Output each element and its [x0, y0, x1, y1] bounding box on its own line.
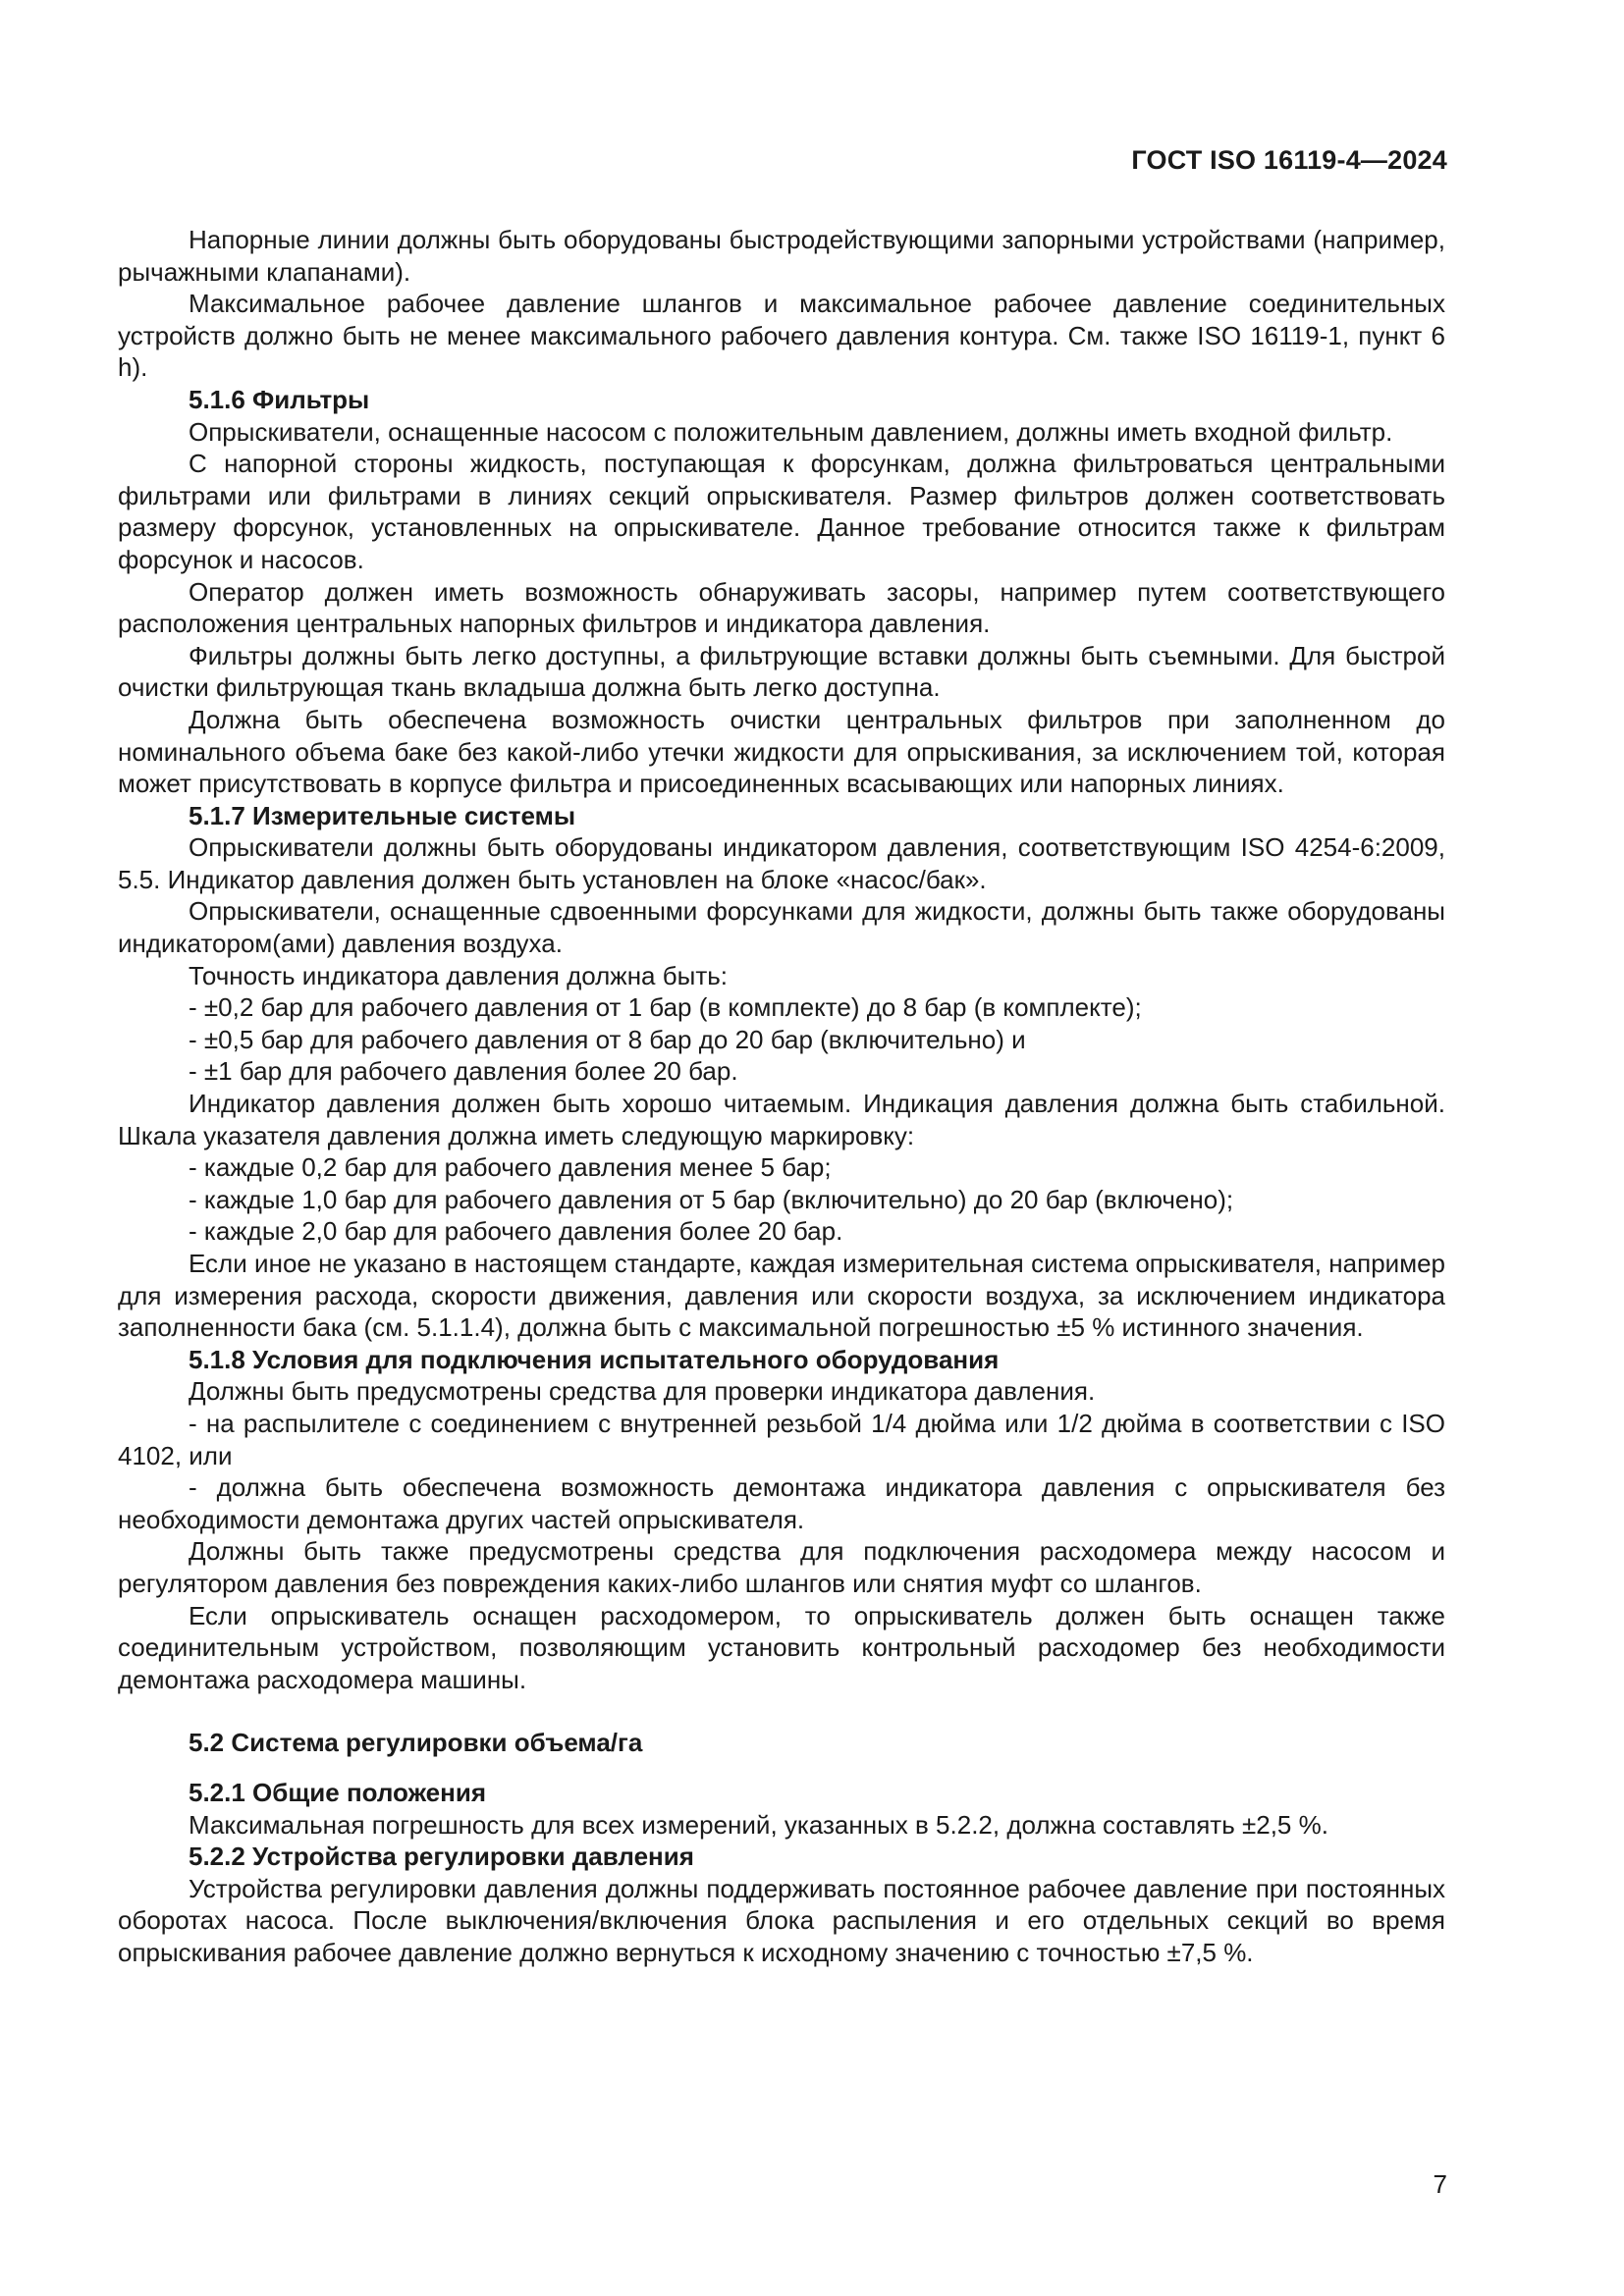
list-item: - каждые 2,0 бар для рабочего давления более 20 бар. [189, 1216, 843, 1247]
list-item: - каждые 0,2 бар для рабочего давления менее 5 бар; [189, 1152, 832, 1183]
paragraph: С напорной стороны жидкость, поступающая к форсункам, должна фильтроваться центральными фильтрами или фильтрами в линиях секций опрыскивателя. Размер фильтров должен соответствовать размеру форсунок, установленных на опрыскивателе. Данное требование относится также к фильтрам форсунок и насосов. [118, 449, 1445, 574]
paragraph: Опрыскиватели, оснащенные сдвоенными форсунками для жидкости, должны быть также оборудованы индикатором(ами) давления воздуха. [118, 896, 1445, 959]
paragraph: Если опрыскиватель оснащен расходомером, то опрыскиватель должен быть оснащен также соединительным устройством, позволяющим установить контрольный расходомер без необходимости демонтажа расходомера машины. [118, 1600, 1445, 1694]
list-item: - ±1 бар для рабочего давления более 20 бар. [189, 1056, 738, 1087]
paragraph: Напорные линии должны быть оборудованы быстродействующими запорными устройствами (например, рычажными клапанами). [118, 225, 1445, 287]
page-number: 7 [1433, 2169, 1447, 2199]
paragraph: Устройства регулировки давления должны поддерживать постоянное рабочее давление при постоянных оборотах насоса. После выключения/включения блока распыления и его отдельных секций во время опрыскивания рабочее давление должно вернуться к исходному значению с точностью ±7,5 %. [118, 1873, 1445, 1967]
paragraph: Фильтры должны быть легко доступны, а фильтрующие вставки должны быть съемными. Для быстрой очистки фильтрующая ткань вкладыша должна быть легко доступна. [118, 640, 1445, 703]
section-heading: 5.2.1 Общие положения [189, 1777, 486, 1807]
section-heading: 5.2.2 Устройства регулировки давления [189, 1842, 694, 1872]
paragraph: Максимальное рабочее давление шлангов и максимальное рабочее давление соединительных устройств должно быть не менее максимального рабочего давления контура. См. также ISO 16119-1, пункт 6 h). [118, 289, 1445, 383]
paragraph: Должны быть также предусмотрены средства для подключения расходомера между насосом и регулятором давления без повреждения каких-либо шлангов или снятия муфт со шлангов. [118, 1536, 1445, 1598]
paragraph: - на распылителе с соединением с внутренней резьбой 1/4 дюйма или 1/2 дюйма в соответствии с ISO 4102, или [118, 1408, 1445, 1470]
section-heading: 5.1.7 Измерительные системы [189, 800, 576, 830]
paragraph: Индикатор давления должен быть хорошо читаемым. Индикация давления должна быть стабильной. Шкала указателя давления должна иметь следующую маркировку: [118, 1089, 1445, 1150]
paragraph: Должны быть предусмотрены средства для проверки индикатора давления. [189, 1376, 1096, 1407]
paragraph: - должна быть обеспечена возможность демонтажа индикатора давления с опрыскивателя без необходимости демонтажа других частей опрыскивателя. [118, 1472, 1445, 1534]
paragraph: Опрыскиватели, оснащенные насосом с положительным давлением, должны иметь входной фильтр. [189, 416, 1393, 447]
paragraph: Оператор должен иметь возможность обнаруживать засоры, например путем соответствующего расположения центральных напорных фильтров и индикатора давления. [118, 576, 1445, 639]
paragraph: Должна быть обеспечена возможность очистки центральных фильтров при заполненном до номинального объема баке без какой-либо утечки жидкости для опрыскивания, за исключением той, которая может присутствовать в корпусе фильтра и присоединенных всасывающих или напорных линиях. [118, 704, 1445, 799]
paragraph: Точность индикатора давления должна быть: [189, 960, 728, 990]
document-body [118, 224, 1445, 1968]
section-heading: 5.2 Система регулировки объема/га [189, 1728, 643, 1758]
list-item: - ±0,2 бар для рабочего давления от 1 бар (в комплекте) до 8 бар (в комплекте); [189, 992, 1142, 1023]
section-heading: 5.1.6 Фильтры [189, 384, 370, 414]
paragraph: Опрыскиватели должны быть оборудованы индикатором давления, соответствующим ISO 4254-6:2009, 5.5. Индикатор давления должен быть установлен на блоке «насос/бак». [118, 832, 1445, 894]
section-heading: 5.1.8 Условия для подключения испытательного оборудования [189, 1344, 1000, 1374]
list-item: - каждые 1,0 бар для рабочего давления от 5 бар (включительно) до 20 бар (включено); [189, 1184, 1234, 1214]
document-header: ГОСТ ISO 16119-4—2024 [1131, 145, 1447, 175]
paragraph: Максимальная погрешность для всех измерений, указанных в 5.2.2, должна составлять ±2,5 %. [189, 1809, 1328, 1840]
list-item: - ±0,5 бар для рабочего давления от 8 бар до 20 бар (включительно) и [189, 1024, 1026, 1054]
paragraph: Если иное не указано в настоящем стандарте, каждая измерительная система опрыскивателя, например для измерения расхода, скорости движения, давления или скорости воздуха, за исключением индикатора заполненности бака (см. 5.1.1.4), должна быть с максимальной погрешностью ±5 % истинного значения. [118, 1249, 1445, 1343]
